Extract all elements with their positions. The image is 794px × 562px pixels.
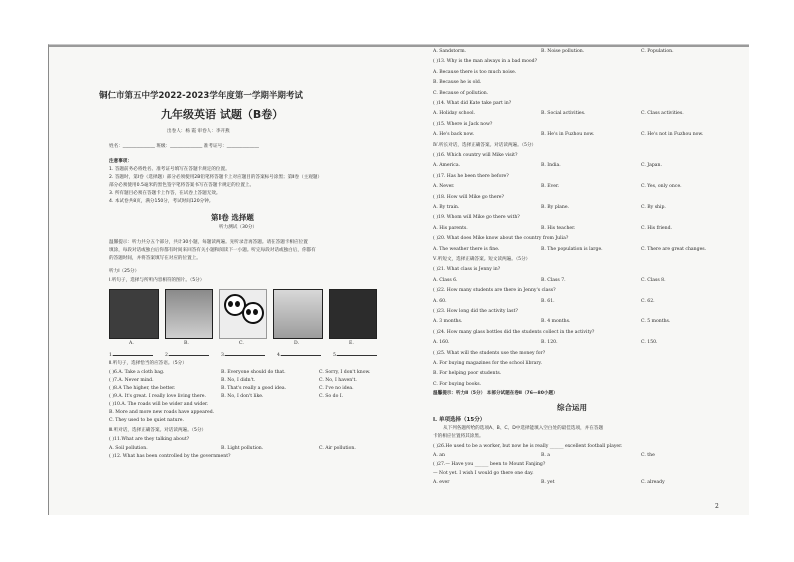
- question-line: A. ever: [433, 480, 450, 485]
- answer-option: B. Social activities.: [541, 111, 586, 117]
- question-line: ( )15. Where is Jack now?: [433, 121, 493, 127]
- question-line: A. By train.: [433, 205, 460, 210]
- picture-letter: C.: [239, 341, 244, 346]
- listening-intro: 填涂，每段对话或独白后你都有时间来回答有关小题和阅读下一小题。听完每段对话或独白后，你都有: [109, 248, 316, 253]
- answer-option: B. His teacher.: [541, 225, 576, 231]
- question-line: ( )16. Which country will Mike visit?: [433, 153, 518, 158]
- answer-blank[interactable]: [333, 351, 377, 359]
- mc-intro: 从下列各题所给的选项A、B、C、D中选择能填入空白处的最佳选项，并在答题: [443, 426, 604, 431]
- blank-number: 1.: [109, 353, 114, 358]
- answer-option: C. Class 8.: [641, 277, 666, 283]
- blank-number: 2.: [165, 353, 170, 358]
- answer-option: C. There are great changes.: [641, 246, 707, 252]
- picture-letter: D.: [294, 341, 299, 346]
- question-line: A. 3 months.: [433, 319, 463, 325]
- question-line: B. More and more new roads have appeared.: [109, 410, 215, 415]
- question-line: A. Class 6.: [433, 277, 458, 283]
- answer-option: C. Population.: [641, 49, 674, 54]
- question-line: A. Holiday school.: [433, 111, 476, 117]
- picture-d-image: [273, 289, 323, 339]
- authors: 出卷人：杨 霞 审卷人：李开燕: [167, 129, 230, 134]
- answer-option: B. 120.: [541, 340, 558, 346]
- question-line: B. For helping poor students.: [433, 371, 502, 377]
- answer-option: B. No, I don't like.: [221, 394, 264, 399]
- question-line: ( )20. What does Mike know about the country from Julia?: [433, 236, 569, 242]
- question-line: A. 60.: [433, 298, 447, 304]
- question-line: ( )27.— Have you ______ been to Mount Fanjing?: [433, 462, 546, 467]
- question-line: ( )13. Why is the man always in a bad mood?: [433, 59, 538, 65]
- page-number: 2: [715, 503, 719, 510]
- answer-option: B. The population is large.: [541, 246, 603, 252]
- answer-blank[interactable]: [221, 351, 265, 359]
- question-line: ( )23. How long did the activity last?: [433, 309, 518, 314]
- notice-line: 部分必须使用0.5毫米的黑色签字笔将答案书写在答题卡规定的位置上。: [109, 183, 255, 188]
- question-line: ( )25. What will the students use the money for?: [433, 350, 546, 356]
- answer-option: B. By plane.: [541, 205, 570, 210]
- question-line: Ⅴ.听短文，选择正确答案。短文读两遍。（5分）: [433, 257, 531, 262]
- answer-option: B. India.: [541, 163, 561, 169]
- part1-title: 第Ⅰ卷 选择题: [211, 213, 254, 222]
- question-line: A. Because there is too much noise.: [433, 69, 517, 75]
- answer-option: C. He's not in Fuzhou now.: [641, 132, 704, 138]
- notice-heading: 注意事项：: [109, 159, 132, 164]
- part1-subtitle: 听力测试（30分）: [219, 225, 258, 230]
- question-line: A. His parents.: [433, 225, 468, 231]
- blank-number: 5.: [333, 353, 338, 358]
- answer-option: B. Light pollution.: [221, 445, 264, 451]
- question-heading: Ⅱ.听句子，选择恰当的应答语。（5分）: [109, 361, 187, 366]
- answer-option: C. 62.: [641, 298, 655, 304]
- question-line: — Not yet. I wish I would go there one day.: [433, 471, 534, 476]
- listening-intro: 的答题时间，并将答案填写在对应的位置上。: [109, 256, 201, 261]
- answer-option: B. Class 7.: [541, 277, 566, 283]
- notice-line: 2. 答题时，第Ⅰ卷（选择题）部分必须使用2B铅笔将答题卡上对应题目的答案标号涂黑；第Ⅱ卷（主观题）: [109, 175, 323, 180]
- section-title: 综合运用: [557, 403, 587, 412]
- question-line: A. Sandstorm.: [433, 49, 467, 54]
- answer-option: C. His friend.: [641, 225, 673, 231]
- answer-option: C. already: [641, 480, 665, 485]
- question-line: ( )24. How many glass bottles did the students collect in the activity?: [433, 329, 595, 335]
- answer-option: B. Noise pollution.: [541, 49, 585, 54]
- question-line: C. Because of pollution.: [433, 90, 489, 96]
- question-line: Ⅳ.听长对话，选择正确答案。对话读两遍。（5分）: [433, 142, 537, 148]
- answer-option: C. Class activities.: [641, 111, 684, 117]
- answer-option: C. By ship.: [641, 205, 666, 210]
- answer-option: C. Japan.: [641, 163, 662, 169]
- question-line: ( )8.A The higher, the better.: [109, 386, 176, 391]
- answer-option: B. Everyone should do that.: [221, 370, 286, 375]
- exam-title: 铜仁市第五中学2022-2023学年度第一学期半期考试: [99, 91, 303, 101]
- answer-option: B. That's really a good idea.: [221, 386, 287, 391]
- question-line: A. Never.: [433, 184, 455, 190]
- question-line: A. For buying magazines for the school library.: [433, 361, 542, 366]
- mc-intro: 卡的相应位置将其涂黑。: [433, 434, 484, 439]
- question-line: A. He's back now.: [433, 132, 475, 138]
- student-fields: 姓名：______________ 班级：______________ 准考证号：______________: [109, 144, 259, 149]
- question-line: ( )19. Whom will Mike go there with?: [433, 215, 520, 221]
- question-line: A. 160.: [433, 340, 450, 346]
- notice-line: 4. 本试卷共8页，满分150分，考试时间120分钟。: [109, 199, 214, 204]
- listening-tip: 温馨提示：听力Ⅱ（5分） 本部分试题在卷Ⅱ（76—80小题）: [433, 391, 558, 396]
- question-line: ( )9.A. It's great. I really love living there.: [109, 394, 206, 399]
- question-line: B. Because he is old.: [433, 80, 482, 86]
- answer-option: B. yet: [541, 480, 555, 485]
- question-line: C. They used to be quiet nature.: [109, 418, 184, 423]
- question-line: A. The weather there is fine.: [433, 246, 500, 252]
- blank-number: 4.: [277, 353, 282, 358]
- answer-option: C. Air pollution.: [319, 445, 356, 451]
- answer-option: C. the: [641, 453, 655, 458]
- picture-a-image: [109, 289, 159, 339]
- question-heading: Ⅲ.听对话，选择正确答案。对话读两遍。（5分）: [109, 428, 207, 433]
- question-heading: Ⅰ.听句子，选择与所听内容相符的图片。（5分）: [109, 278, 205, 283]
- question-line: ( )26.He used to be a worker, but now he is really ______ excellent football player.: [433, 444, 623, 449]
- question-line: A. Soil pollution.: [109, 445, 148, 451]
- answer-option: B. No, I didn't.: [221, 378, 256, 383]
- question-line: A. an: [433, 453, 445, 458]
- answer-option: C. 5 months.: [641, 319, 671, 325]
- question-line: ( )6.A. Take a cloth bag.: [109, 370, 165, 375]
- answer-option: B. He's in Fuzhou now.: [541, 132, 595, 138]
- exam-subtitle: 九年级英语 试题（B卷）: [161, 108, 284, 121]
- question-line: A. America.: [433, 163, 461, 169]
- answer-option: B. Ever.: [541, 184, 560, 190]
- notice-line: 3. 所有题目必须在答题卡上作答，在试卷上答题无效。: [109, 191, 221, 196]
- exam-sheet: [48, 44, 749, 515]
- picture-b-image: [165, 289, 213, 339]
- picture-letter: E.: [349, 341, 354, 346]
- picture-letter: B.: [184, 341, 189, 346]
- answer-option: C. 150.: [641, 340, 658, 346]
- question-line: ( )18. How will Mike go there?: [433, 194, 504, 200]
- question-line: ( )21. What class is Jenny in?: [433, 267, 501, 273]
- picture-e-image: [329, 289, 377, 339]
- answer-blank[interactable]: [109, 351, 153, 359]
- question-line: ( )17. Has he been there before?: [433, 173, 509, 179]
- blank-number: 3.: [221, 353, 226, 358]
- answer-option: B. 4 months.: [541, 319, 571, 325]
- panda-icon: [242, 302, 264, 324]
- picture-c-image: [219, 289, 267, 339]
- answer-option: C. Yes, only once.: [641, 184, 682, 190]
- question-line: ( )10.A. The roads will be wider and wider.: [109, 402, 209, 407]
- answer-option: B. a: [541, 453, 551, 458]
- mc-heading: Ⅰ. 单项选择（15分）: [433, 417, 486, 423]
- answer-blank[interactable]: [165, 351, 209, 359]
- answer-option: B. 61.: [541, 298, 555, 304]
- notice-line: 1. 答题前务必将姓名、准考证号填写在答题卡规定的位置。: [109, 167, 230, 172]
- question-line: ( )7.A. Never mind.: [109, 378, 154, 383]
- answer-option: C. I've no idea.: [319, 386, 354, 391]
- answer-option: C. So do I.: [319, 394, 344, 399]
- question-line: ( )11.What are they talking about?: [109, 437, 190, 442]
- question-line: ( )22. How many students are there in Jenny's class?: [433, 288, 556, 294]
- answer-option: C. Sorry, I don't know.: [319, 370, 371, 375]
- listening-part-label: 听力Ⅰ（25分）: [109, 269, 140, 274]
- question-line: ( )12. What has been controlled by the government?: [109, 454, 231, 459]
- listening-intro: 温馨提示：听力共分五个部分，共计30小题，每题读两遍。先听录音再答题。请在答题卡相应位置: [109, 240, 308, 245]
- question-line: C. For buying books.: [433, 381, 482, 387]
- picture-letter: A.: [129, 341, 134, 346]
- answer-option: C. No, I haven't.: [319, 378, 357, 383]
- question-line: ( )14. What did Kate take part in?: [433, 101, 512, 106]
- answer-blank[interactable]: [277, 351, 321, 359]
